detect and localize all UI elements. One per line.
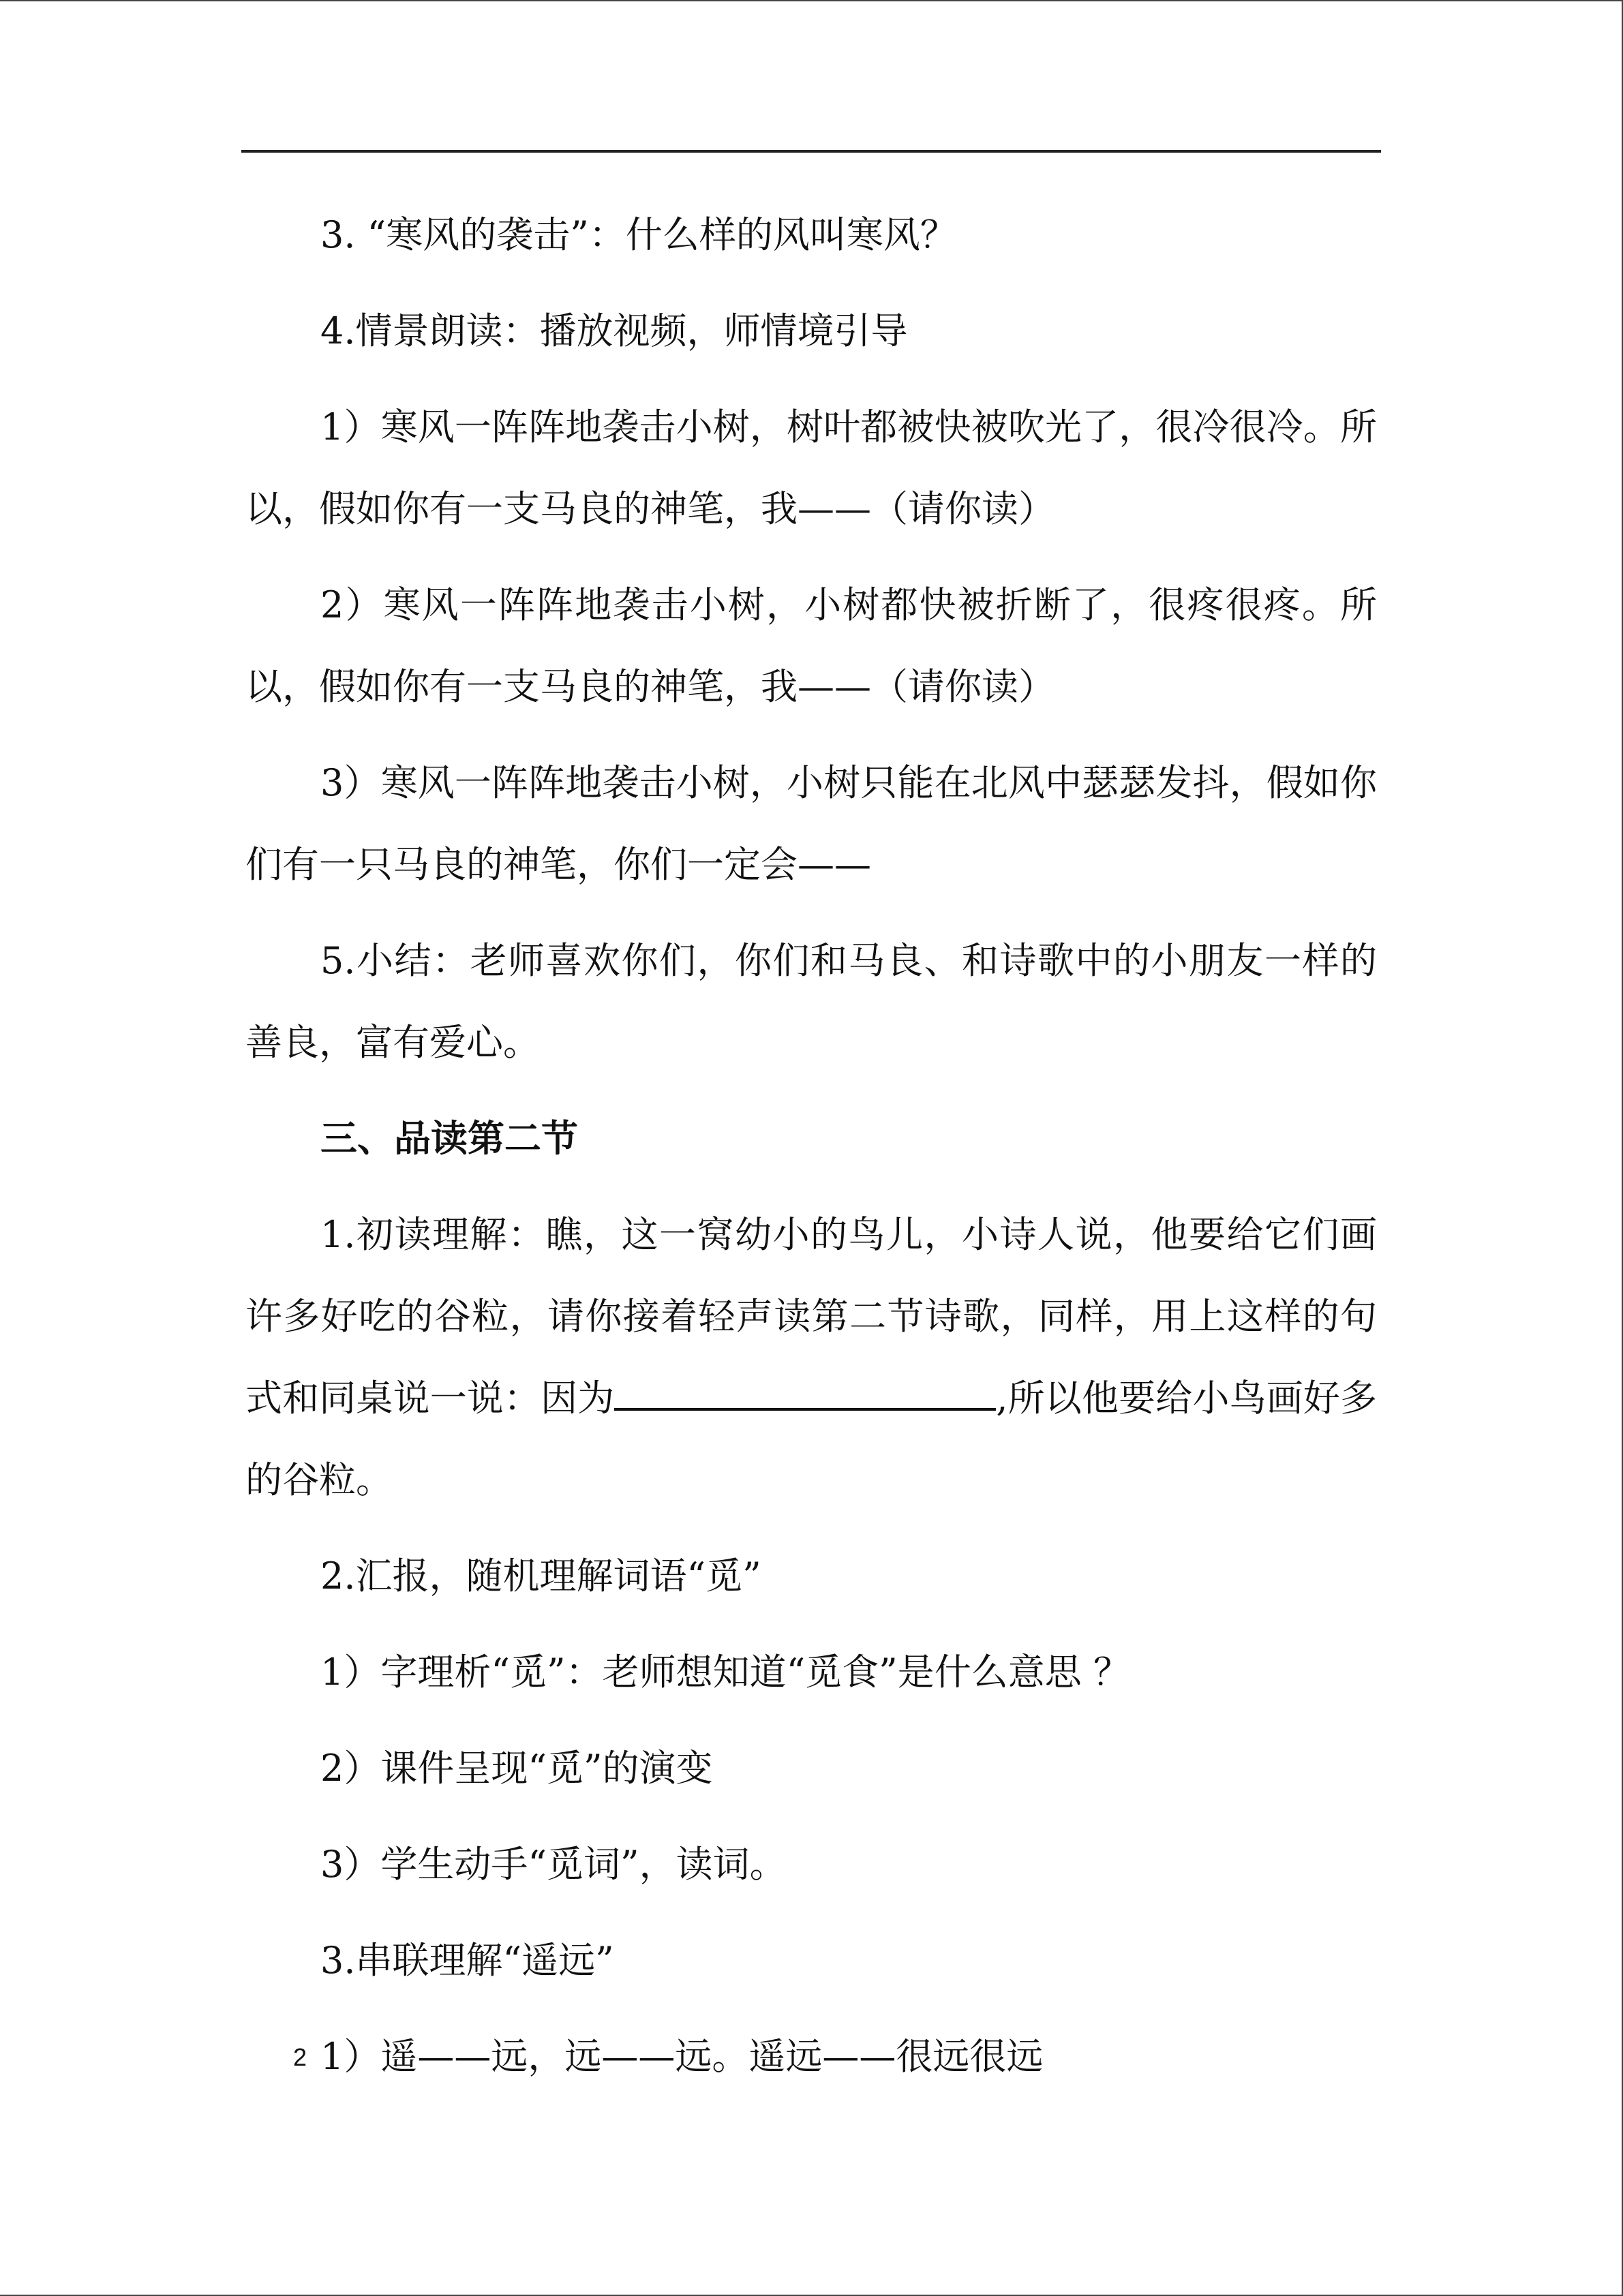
- paragraph-reading-1: 1）寒风一阵阵地袭击小树，树叶都被快被吹光了，很冷很冷。所以，假如你有一支马良的神笔，我——（请你读）: [245, 405, 1377, 530]
- paragraph-scene-reading: 4.情景朗读：播放视频，师情境引导: [320, 309, 908, 352]
- first-reading-text: 1.初读理解：瞧，这一窝幼小的鸟儿，小诗人说，他要给它们画许多好吃的谷粒，请你接着轻声读第二节诗歌，同样，用上这样的句式和同桌说一说：因为: [245, 1213, 1377, 1420]
- paragraph-student-words: 3）学生动手“觅词”，读词。: [320, 1843, 787, 1886]
- fill-in-blank-line: [614, 1368, 996, 1411]
- paragraph-faraway-explanation: 1）遥——远，远——远。遥远——很远很远: [320, 2035, 1044, 2078]
- paragraph-reading-2: 2）寒风一阵阵地袭击小树，小树都快被折断了，很疼很疼。所以，假如你有一支马良的神笔，我——（请你读）: [245, 583, 1377, 708]
- paragraph-reading-3: 3）寒风一阵阵地袭击小树，小树只能在北风中瑟瑟发抖，假如你们有一只马良的神笔，你们一定会——: [245, 761, 1377, 886]
- paragraph-understand-faraway: 3.串联理解“遥远”: [320, 1939, 614, 1982]
- header-rule: [241, 150, 1381, 153]
- first-reading-text-end: ,所以他要给小鸟画好多的谷粒。: [245, 1377, 1378, 1501]
- paragraph-cold-wind-question: 3. “寒风的袭击”：什么样的风叫寒风？: [320, 213, 957, 256]
- paragraph-character-analysis: 1）字理析“觅”：老师想知道“觅食”是什么意思 ？: [320, 1651, 1130, 1694]
- paragraph-courseware: 2）课件呈现“觅”的演变: [320, 1747, 713, 1790]
- page-number: 2: [293, 2043, 307, 2071]
- section-heading-part-three: 三、品读第二节: [320, 1117, 578, 1160]
- document-body: [245, 194, 1377, 2112]
- paragraph-report: 2.汇报，随机理解词语“觅”: [320, 1555, 761, 1597]
- paragraph-first-reading: [245, 1194, 1377, 1521]
- paragraph-summary: 5.小结：老师喜欢你们，你们和马良、和诗歌中的小朋友一样的善良，富有爱心。: [245, 939, 1377, 1064]
